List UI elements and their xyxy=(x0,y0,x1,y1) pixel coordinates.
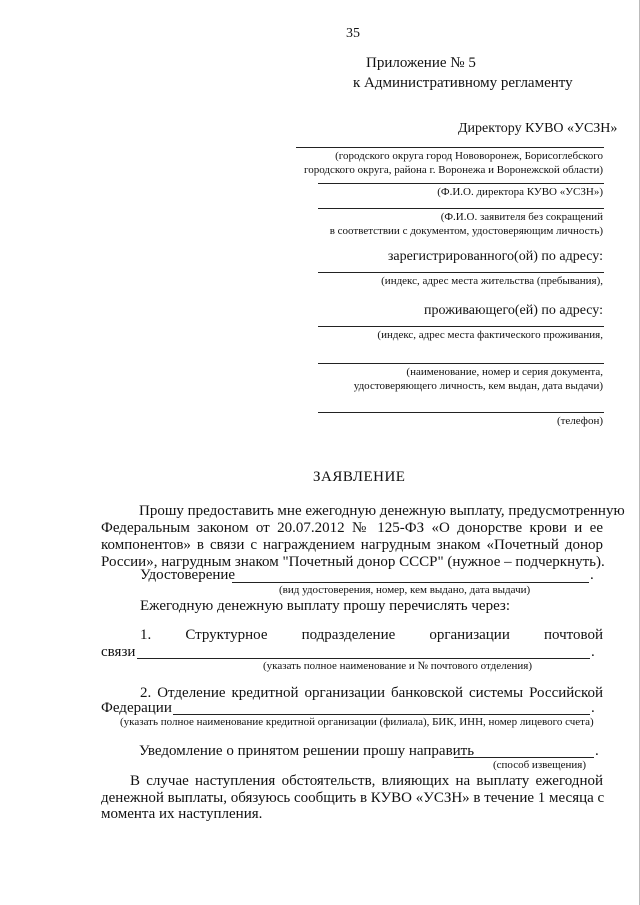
option2-line1: 2. Отделение кредитной организации банковской системы Российской xyxy=(140,685,603,701)
living-hint: (индекс, адрес места фактического проживания, xyxy=(377,329,603,341)
para1-line2: Федеральным законом от 20.07.2012 № 125-ФЗ «О донорстве крови и ее xyxy=(101,520,603,536)
director-fio-hint: (Ф.И.О. директора КУВО «УСЗН») xyxy=(437,186,603,198)
final-line1: В случае наступления обстоятельств, влияющих на выплату ежегодной xyxy=(130,773,603,789)
para1-line4: России», нагрудным знаком "Почетный донор СССР" (нужное – подчеркнуть). xyxy=(101,554,605,570)
transfer-label: Ежегодную денежную выплату прошу перечислять через: xyxy=(140,598,511,614)
notify-hint: (способ извещения) xyxy=(493,759,587,771)
registered-hint: (индекс, адрес места жительства (пребывания), xyxy=(381,275,603,287)
district-hint-2: городского округа, района г. Воронежа и Воронежской области) xyxy=(303,164,603,176)
certificate-line xyxy=(232,582,589,583)
option2-line xyxy=(173,714,590,715)
document-hint-1: (наименование, номер и серия документа, xyxy=(406,366,603,378)
document-hint-2: удостоверяющего личность, кем выдан, дата выдачи) xyxy=(353,380,603,392)
director-fio-line xyxy=(318,183,604,184)
notify-dot: . xyxy=(595,743,599,759)
document-line xyxy=(318,363,604,364)
phone-line xyxy=(318,412,604,413)
certificate-dot: . xyxy=(590,567,594,583)
statement-title: ЗАЯВЛЕНИЕ xyxy=(313,469,406,485)
option1-line2: связи xyxy=(101,644,136,660)
certificate-hint: (вид удостоверения, номер, кем выдано, дата выдачи) xyxy=(279,584,531,596)
living-label: проживающего(ей) по адресу: xyxy=(424,303,603,318)
para1-line1: Прошу предоставить мне ежегодную денежную выплату, предусмотренную xyxy=(139,503,625,519)
option2-line2: Федерации xyxy=(101,700,172,716)
registered-label: зарегистрированного(ой) по адресу: xyxy=(387,249,603,264)
para1-line3: компонентов» в связи с награждением нагрудным знаком «Почетный донор xyxy=(101,537,603,553)
option1-hint: (указать полное наименование и № почтового отделения) xyxy=(263,660,532,672)
applicant-hint-2: в соответствии с документом, удостоверяющим личность) xyxy=(329,225,603,237)
certificate-label: Удостоверение xyxy=(140,567,236,583)
option1-line1: 1. Структурное подразделение организации почтовой xyxy=(140,627,603,643)
appendix-subtitle: к Административному регламенту xyxy=(353,75,573,91)
option1-line xyxy=(137,658,590,659)
appendix-title: Приложение № 5 xyxy=(366,55,476,71)
living-line xyxy=(318,326,604,327)
option1-dot: . xyxy=(591,644,595,660)
final-line3: момента их наступления. xyxy=(101,806,263,822)
option2-dot: . xyxy=(591,700,595,716)
registered-line xyxy=(318,272,604,273)
applicant-hint-1: (Ф.И.О. заявителя без сокращений xyxy=(440,211,603,223)
option2-hint: (указать полное наименование кредитной организации (филиала), БИК, ИНН, номер лицевого счета) xyxy=(120,716,594,728)
director-line xyxy=(296,147,604,148)
notify-label: Уведомление о принятом решении прошу направить xyxy=(139,743,475,759)
phone-hint: (телефон) xyxy=(556,415,603,427)
applicant-fio-line xyxy=(318,208,604,209)
notify-line xyxy=(454,757,594,758)
district-hint-1: (городского округа город Нововоронеж, Борисоглебского xyxy=(335,150,603,162)
director-label: Директору КУВО «УСЗН» xyxy=(458,121,618,136)
final-line2: денежной выплаты, обязуюсь сообщить в КУВО «УСЗН» в течение 1 месяца с xyxy=(101,790,605,806)
page-number: 35 xyxy=(346,26,360,41)
